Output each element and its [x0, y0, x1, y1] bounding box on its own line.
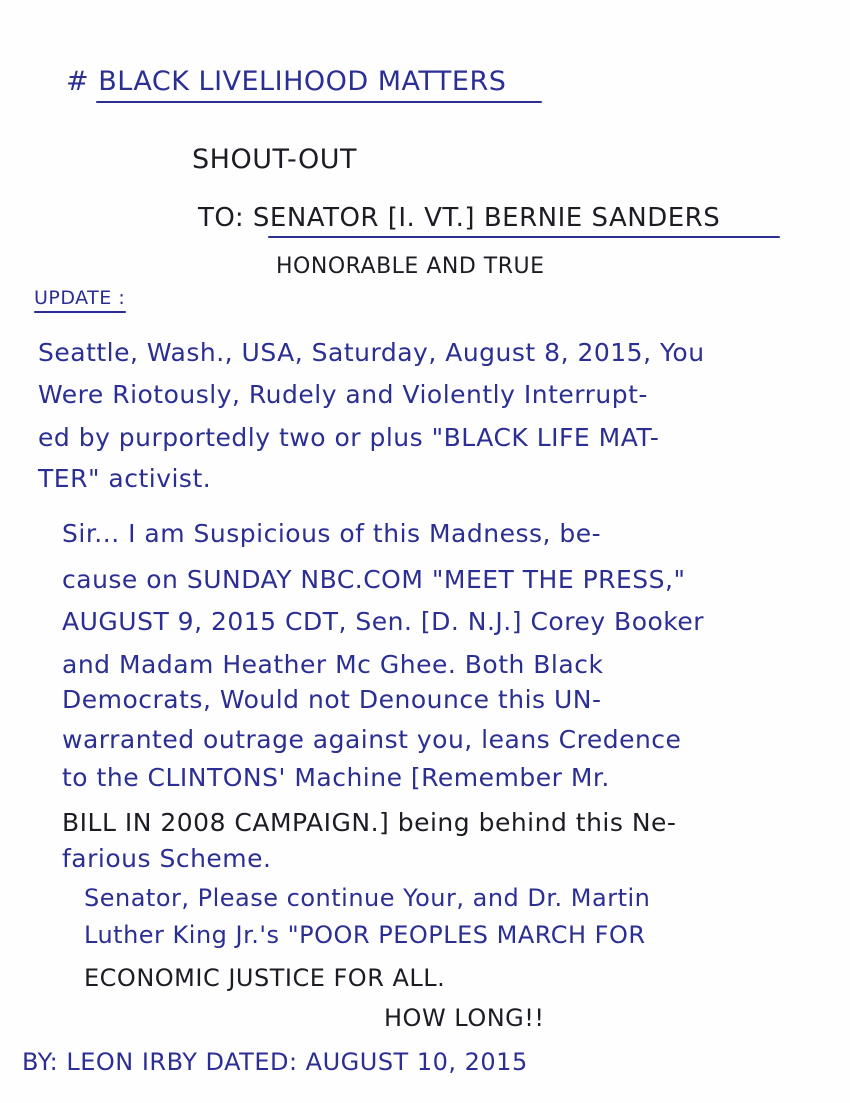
paragraph2-line: warranted outrage against you, leans Credence: [62, 725, 682, 754]
paragraph1-line: Were Riotously, Rudely and Violently Interrupt-: [38, 380, 648, 409]
paragraph1-line: Seattle, Wash., USA, Saturday, August 8, 2015, You: [38, 338, 705, 367]
signature-line: BY: LEON IRBY DATED: AUGUST 10, 2015: [22, 1048, 528, 1076]
update-underline: [34, 311, 126, 313]
paragraph2-line: farious Scheme.: [62, 844, 272, 873]
update-label: UPDATE :: [34, 287, 126, 309]
paragraph3-line: ECONOMIC JUSTICE FOR ALL.: [84, 964, 446, 992]
paragraph3-line: Senator, Please continue Your, and Dr. Martin: [84, 884, 651, 912]
letter-title: # BLACK LIVELIHOOD MATTERS: [66, 66, 507, 97]
paragraph2-line: and Madam Heather Mc Ghee. Both Black: [62, 650, 604, 679]
recipient-underline: [268, 236, 780, 238]
paragraph2-line: Democrats, Would not Denounce this UN-: [62, 685, 602, 714]
paragraph2-line: BILL IN 2008 CAMPAIGN.] being behind this Ne-: [62, 808, 677, 837]
paragraph2-line: AUGUST 9, 2015 CDT, Sen. [D. N.J.] Corey Booker: [62, 607, 705, 636]
title-underline: [96, 101, 542, 103]
paragraph2-line: to the CLINTONS' Machine [Remember Mr.: [62, 763, 610, 792]
honorable-line: HONORABLE AND TRUE: [276, 254, 545, 279]
shout-out-heading: SHOUT-OUT: [192, 144, 357, 175]
paragraph2-line: Sir... I am Suspicious of this Madness, be-: [62, 519, 602, 548]
paragraph1-line: ed by purportedly two or plus "BLACK LIFE MAT-: [38, 423, 660, 452]
paragraph1-line: TER" activist.: [38, 464, 212, 493]
recipient-line: TO: SENATOR [I. VT.] BERNIE SANDERS: [198, 203, 721, 233]
paragraph3-line: Luther King Jr.'s "POOR PEOPLES MARCH FOR: [84, 921, 646, 949]
closing-line: HOW LONG!!: [384, 1004, 545, 1032]
paragraph2-line: cause on SUNDAY NBC.COM "MEET THE PRESS,": [62, 565, 686, 594]
